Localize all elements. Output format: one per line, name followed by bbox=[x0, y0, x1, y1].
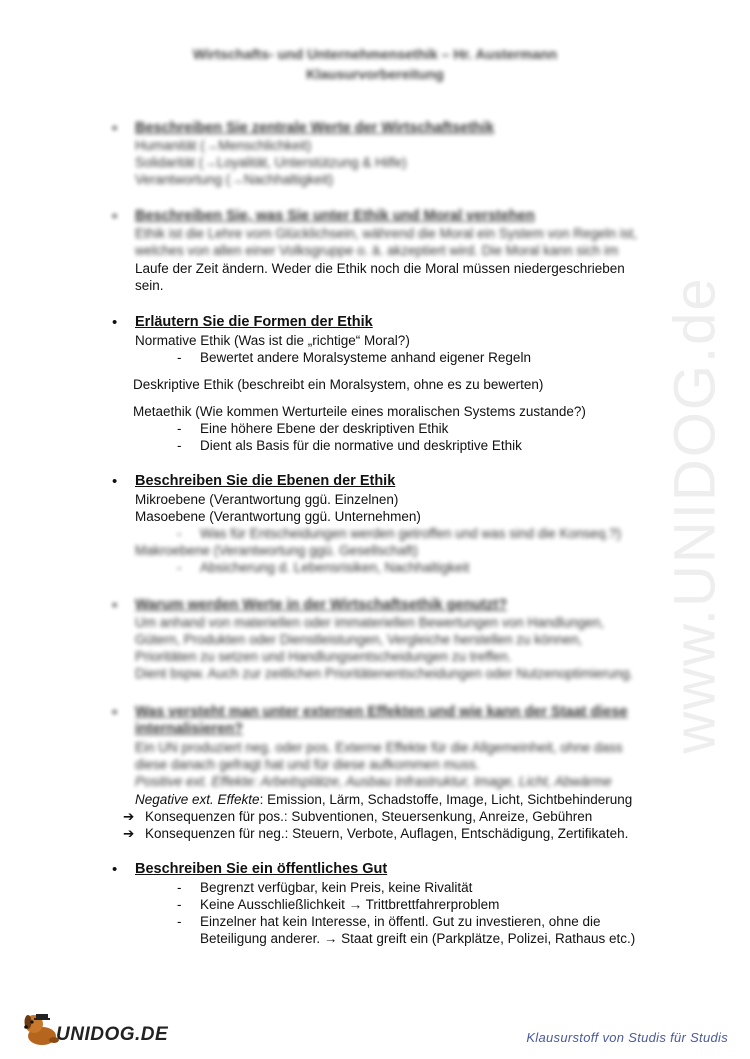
answer-line: Mikroebene (Verantwortung ggü. Einzelnen) bbox=[135, 492, 399, 507]
negative-effekte-label: Negative ext. Effekte bbox=[135, 792, 260, 807]
dash: - bbox=[177, 438, 182, 453]
question-heading: Was versteht man unter externen Effekten und wie kann der Staat diese bbox=[135, 704, 628, 720]
bullet: • bbox=[112, 861, 118, 878]
unidog-logo[interactable] bbox=[22, 1010, 169, 1050]
metaethik: Metaethik (Wie kommen Werturteile eines moralischen Systems zustande?) bbox=[133, 404, 586, 419]
question-heading: Beschreiben Sie ein öffentliches Gut bbox=[135, 861, 388, 877]
dash-item: Was für Entscheidungen werden getroffen und was sind die Konseq.?) bbox=[200, 526, 622, 541]
answer-line: Masoebene (Verantwortung ggü. Unternehmen) bbox=[135, 509, 421, 524]
answer-line: Positive ext. Effekte: Arbeitsplätze, Ausbau Infrastruktur, Image, Licht, Abwärme bbox=[135, 774, 612, 789]
document-header bbox=[0, 44, 750, 84]
dash-item: Dient als Basis für die normative und deskriptive Ethik bbox=[200, 438, 522, 453]
answer-line: diese danach gefragt hat und für diese aufkommen muss. bbox=[135, 757, 480, 772]
dash-item: Einzelner hat kein Interesse, in öffentl. Gut zu investieren, ohne die bbox=[200, 914, 601, 929]
dash-item: Bewertet andere Moralsysteme anhand eigener Regeln bbox=[200, 350, 531, 365]
answer-line: Prioritäten zu setzen und Handlungsentscheidungen zu treffen. bbox=[135, 649, 512, 664]
answer-line: Verantwortung (→Nachhaltigkeit) bbox=[135, 172, 334, 187]
dash-item-cont: Beteiligung anderer. → Staat greift ein (Parkplätze, Polizei, Rathaus etc.) bbox=[200, 931, 636, 946]
question-heading-cont: internalisieren? bbox=[135, 721, 243, 737]
question-heading: Beschreiben Sie zentrale Werte der Wirtschaftsethik bbox=[135, 120, 495, 136]
answer-line: Humanität (→Menschlichkeit) bbox=[135, 138, 312, 153]
watermark-text: www.UNIDOG.de bbox=[662, 276, 728, 754]
dash: - bbox=[177, 560, 182, 575]
normative-ethik: Normative Ethik (Was ist die „richtige“ Moral?) bbox=[135, 333, 410, 348]
answer-line: Solidarität (→Loyalität, Unterstützung & Hilfe) bbox=[135, 155, 407, 170]
answer-line: Ein UN produziert neg. oder pos. Externe Effekte für die Allgemeinheit, ohne dass bbox=[135, 740, 623, 755]
footer-tagline: Klausurstoff von Studis für Studis bbox=[526, 1030, 728, 1045]
bullet: • bbox=[112, 120, 118, 137]
deskriptive-ethik: Deskriptive Ethik (beschreibt ein Moralsystem, ohne es zu bewerten) bbox=[133, 377, 544, 392]
bullet: • bbox=[112, 473, 118, 490]
document-subtitle: Klausurvorbereitung bbox=[306, 66, 444, 82]
answer-line: sein. bbox=[135, 278, 164, 293]
answer-line: welches von allen einer Volksgruppe o. ä. akzeptiert wird. Die Moral kann sich im bbox=[135, 243, 619, 258]
question-heading: Beschreiben Sie, was Sie unter Ethik und Moral verstehen bbox=[135, 208, 535, 224]
negative-effekte-line bbox=[135, 791, 632, 808]
question-heading: Warum werden Werte in der Wirtschaftsethik genutzt? bbox=[135, 597, 508, 613]
question-heading: Erläutern Sie die Formen der Ethik bbox=[135, 314, 373, 330]
question-heading: Beschreiben Sie die Ebenen der Ethik bbox=[135, 473, 396, 489]
dash: - bbox=[177, 914, 182, 929]
answer-line: Gütern, Produkten oder Dienstleistungen, Vergleiche herstellen zu können, bbox=[135, 632, 583, 647]
document-title: Wirtschafts- und Unternehmensethik – Hr. Austermann bbox=[192, 46, 558, 62]
arrow-item: Konsequenzen für neg.: Steuern, Verbote, Auflagen, Entschädigung, Zertifikateh. bbox=[145, 826, 629, 841]
bullet: • bbox=[112, 314, 118, 331]
logo-text: UNIDOG.DE bbox=[56, 1024, 169, 1045]
dash: - bbox=[177, 880, 182, 895]
arrow-item: Konsequenzen für pos.: Subventionen, Steuersenkung, Anreize, Gebühren bbox=[145, 809, 593, 824]
arrow-icon: ➔ bbox=[123, 809, 135, 824]
negative-effekte-text: : Emission, Lärm, Schadstoffe, Image, Licht, Sichtbehinderung bbox=[259, 792, 633, 807]
answer-line: Ethik ist die Lehre vom Glücklichsein, während die Moral ein System von Regeln ist, bbox=[135, 226, 637, 241]
answer-line: Laufe der Zeit ändern. Weder die Ethik noch die Moral müssen niedergeschrieben bbox=[135, 261, 625, 276]
answer-line: Um anhand von materiellen oder immateriellen Bewertungen von Handlungen, bbox=[135, 615, 605, 630]
dash: - bbox=[177, 421, 182, 436]
dash: - bbox=[177, 350, 182, 365]
dash: - bbox=[177, 526, 182, 541]
answer-line: Makroebene (Verantwortung ggü. Gesellschaft) bbox=[135, 543, 418, 558]
dash-item: Keine Ausschließlichkeit → Trittbrettfahrerproblem bbox=[200, 897, 500, 912]
dash-item: Absicherung d. Lebensrisiken, Nachhaltigkeit bbox=[200, 560, 470, 575]
bullet: • bbox=[112, 704, 118, 721]
dash-item: Begrenzt verfügbar, kein Preis, keine Rivalität bbox=[200, 880, 473, 895]
bullet: • bbox=[112, 597, 118, 614]
dash: - bbox=[177, 897, 182, 912]
bullet: • bbox=[112, 208, 118, 225]
answer-line: Dient bspw. Auch zur zeitlichen Prioritätenentscheidungen oder Nutzenoptimierung. bbox=[135, 666, 634, 681]
dash-item: Eine höhere Ebene der deskriptiven Ethik bbox=[200, 421, 449, 436]
watermark bbox=[662, 276, 728, 754]
arrow-icon: ➔ bbox=[123, 826, 135, 841]
